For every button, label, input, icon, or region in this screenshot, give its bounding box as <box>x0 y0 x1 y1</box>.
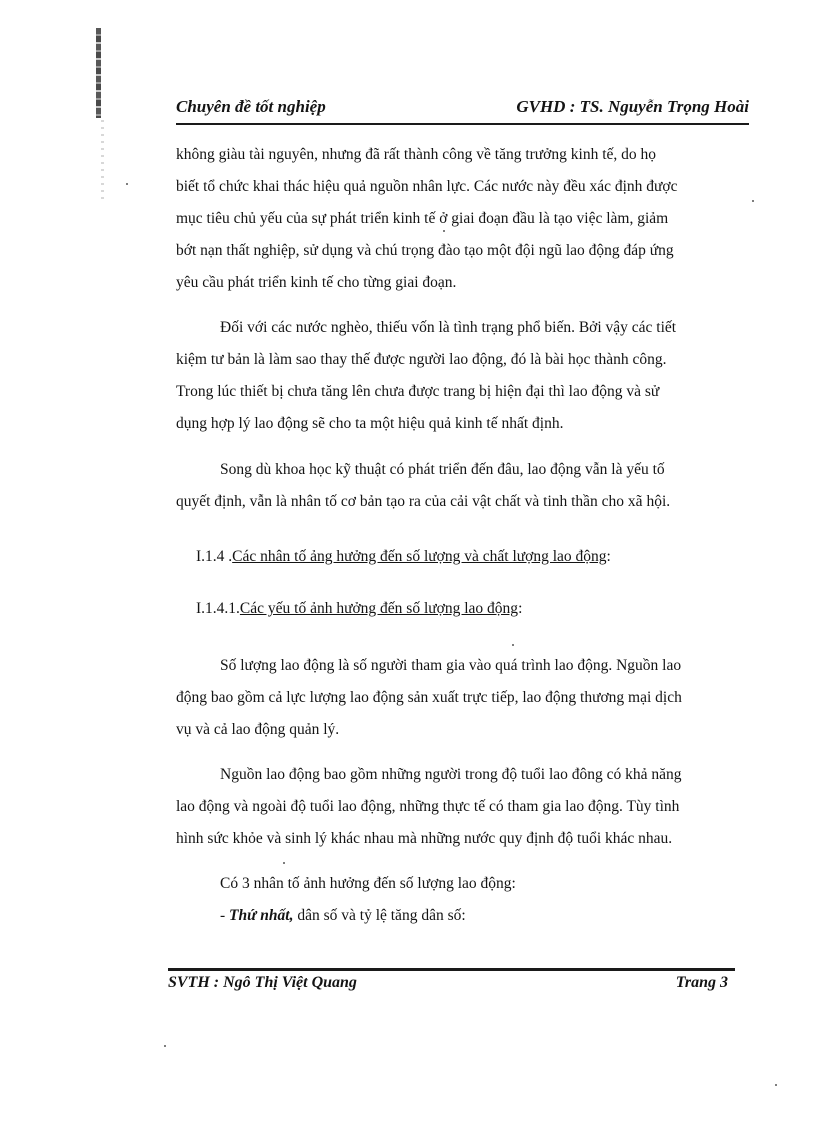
page-header <box>176 95 749 125</box>
paragraph-line: Có 3 nhân tố ảnh hưởng đến số lượng lao động: <box>220 875 516 892</box>
paragraph-line: Nguồn lao động bao gồm những người trong độ tuổi lao đông có khả năng <box>220 766 682 783</box>
paragraph-line: không giàu tài nguyên, nhưng đã rất thành công về tăng trưởng kinh tế, do họ <box>176 146 657 163</box>
paragraph-line: yêu cầu phát triển kinh tế cho từng giai đoạn. <box>176 274 457 291</box>
paragraph-line: kiệm tư bản là làm sao thay thế được người lao động, đó là bài học thành công. <box>176 351 667 368</box>
paragraph-2 <box>176 312 748 440</box>
heading-number: I.1.4 . <box>196 548 233 565</box>
paragraph-5 <box>176 759 748 855</box>
paragraph-line: biết tổ chức khai thác hiệu quả nguồn nhân lực. Các nước này đều xác định được <box>176 178 678 195</box>
paragraph-line: hình sức khỏe và sinh lý khác nhau mà những nước quy định độ tuổi khác nhau. <box>176 830 673 847</box>
paragraph-6 <box>176 868 748 932</box>
section-heading-1-1-4 <box>196 548 611 566</box>
scan-speck <box>512 644 514 646</box>
paragraph-3 <box>176 454 748 518</box>
heading-colon: : <box>518 600 523 617</box>
paragraph-line: Số lượng lao động là số người tham gia vào quá trình lao động. Nguồn lao <box>220 657 682 674</box>
scan-speck <box>164 1045 166 1047</box>
paragraph-line: động bao gồm cả lực lượng lao động sản xuất trực tiếp, lao động thương mại dịch <box>176 689 682 706</box>
paragraph-4 <box>176 650 748 746</box>
page-footer <box>168 974 728 998</box>
bullet-first <box>176 900 748 932</box>
scan-speck <box>443 230 445 232</box>
header-title: Chuyên đề tốt nghiệp <box>176 97 326 116</box>
paragraph-1 <box>176 139 748 299</box>
heading-colon: : <box>606 548 611 565</box>
scan-speck <box>752 200 754 202</box>
paragraph-line: bớt nạn thất nghiệp, sử dụng và chú trọng đào tạo một đội ngũ lao động đáp ứng <box>176 242 674 259</box>
heading-text: Các yếu tố ảnh hưởng đến số lượng lao động <box>239 600 519 617</box>
footer-author: SVTH : Ngô Thị Việt Quang <box>168 974 357 991</box>
scan-speck <box>283 862 285 864</box>
paragraph-line: Đối với các nước nghèo, thiếu vốn là tình trạng phổ biến. Bởi vậy các tiết <box>220 319 677 336</box>
header-advisor: GVHD : TS. Nguyễn Trọng Hoài <box>516 97 749 116</box>
paragraph-line: vụ và cả lao động quản lý. <box>176 721 340 738</box>
bullet-dash: - <box>220 907 230 924</box>
section-heading-1-1-4-1 <box>196 600 522 618</box>
scan-dots-artifact <box>101 120 104 200</box>
bullet-lead: Thứ nhất, <box>229 907 294 924</box>
paragraph-line: Trong lúc thiết bị chưa tăng lên chưa được trang bị hiện đại thì lao động và sử <box>176 383 660 400</box>
paragraph-line: quyết định, vẫn là nhân tố cơ bản tạo ra của cải vật chất và tinh thần cho xã hội. <box>176 493 671 510</box>
scan-edge-artifact <box>96 28 101 118</box>
heading-number: I.1.4.1. <box>196 600 240 617</box>
paragraph-line: lao động và ngoài độ tuổi lao động, những thực tế có tham gia lao động. Tùy tình <box>176 798 680 815</box>
paragraph-line: dụng hợp lý lao động sẽ cho ta một hiệu quả kinh tế nhất định. <box>176 415 564 432</box>
header-rule <box>176 123 749 125</box>
paragraph-line: Song dù khoa học kỹ thuật có phát triển đến đâu, lao động vẫn là yếu tố <box>220 461 665 478</box>
bullet-text: dân số và tỷ lệ tăng dân số: <box>293 907 466 924</box>
heading-text: Các nhân tố ảng hưởng đến số lượng và chất lượng lao động <box>232 548 607 565</box>
scan-speck <box>775 1084 777 1086</box>
footer-rule <box>168 968 735 971</box>
scan-speck <box>126 183 128 185</box>
paragraph-line: mục tiêu chủ yếu của sự phát triển kinh tế ở giai đoạn đầu là tạo việc làm, giảm <box>176 210 669 227</box>
footer-page-number: Trang 3 <box>675 974 728 991</box>
